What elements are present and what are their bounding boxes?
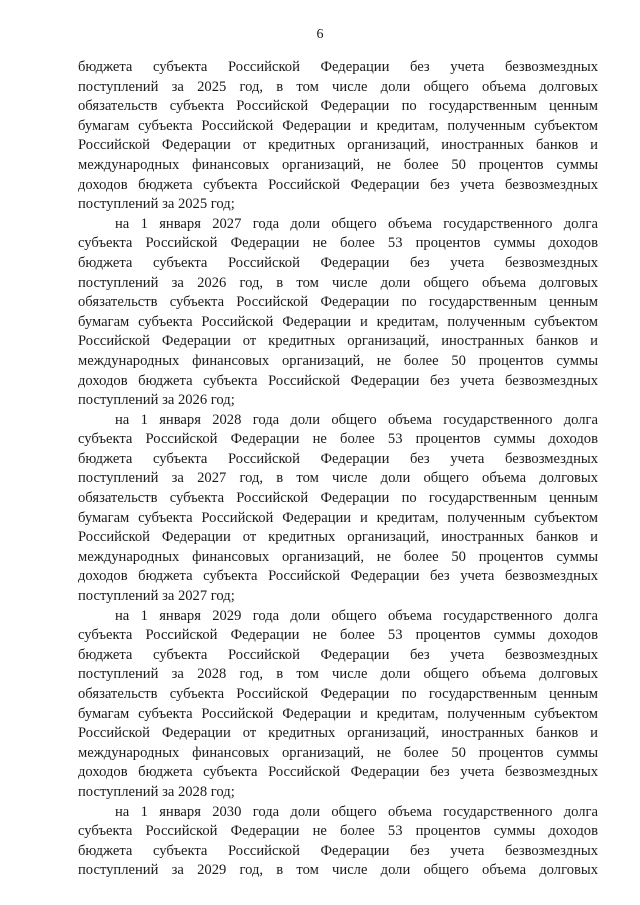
text-line: субъекта Российской Федерации не более 53 процентов суммы доходов bbox=[78, 431, 598, 448]
text-line: бюджета субъекта Российской Федерации без учета безвозмездных bbox=[78, 59, 598, 75]
text-line: Российской Федерации от кредитных организаций, иностранных банков и bbox=[78, 333, 598, 350]
text-line: обязательств субъекта Российской Федерации по государственным ценным bbox=[78, 98, 598, 115]
text-line: поступлений за 2028 год, в том числе доли общего объема долговых bbox=[78, 666, 598, 683]
text-line: бюджета субъекта Российской Федерации без учета безвозмездных bbox=[78, 450, 598, 467]
text-line: международных финансовых организаций, не более 50 процентов суммы bbox=[78, 548, 598, 565]
text-line: субъекта Российской Федерации не более 53 процентов суммы доходов bbox=[78, 235, 598, 252]
text-line: бумагам субъекта Российской Федерации и кредитам, полученным субъектом bbox=[78, 313, 598, 330]
text-line: бумагам субъекта Российской Федерации и кредитам, полученным субъектом bbox=[78, 117, 598, 134]
text-line: Российской Федерации от кредитных организаций, иностранных банков и bbox=[78, 725, 598, 742]
text-line: обязательств субъекта Российской Федерации по государственным ценным bbox=[78, 294, 598, 311]
text-line: бюджета субъекта Российской Федерации без учета безвозмездных bbox=[78, 646, 598, 663]
text-line: субъекта Российской Федерации не более 53 процентов суммы доходов bbox=[78, 823, 598, 840]
paragraph-first-line: на 1 января 2027 года доли общего объема государственного долга bbox=[115, 215, 598, 232]
page-number: 6 bbox=[316, 27, 324, 42]
paragraph-first-line: на 1 января 2028 года доли общего объема государственного долга bbox=[115, 411, 598, 428]
text-line: обязательств субъекта Российской Федерации по государственным ценным bbox=[78, 490, 598, 507]
text-line: бумагам субъекта Российской Федерации и кредитам, полученным субъектом bbox=[78, 509, 598, 526]
text-line: поступлений за 2029 год, в том числе доли общего объема долговых bbox=[78, 862, 598, 879]
text-line: Российской Федерации от кредитных организаций, иностранных банков и bbox=[78, 137, 598, 154]
text-line: Российской Федерации от кредитных организаций, иностранных банков и bbox=[78, 529, 598, 546]
document-body bbox=[78, 58, 598, 881]
text-line: доходов бюджета субъекта Российской Федерации без учета безвозмездных bbox=[78, 764, 598, 781]
paragraph-first-line: на 1 января 2030 года доли общего объема государственного долга bbox=[115, 803, 598, 820]
text-line: обязательств субъекта Российской Федерации по государственным ценным bbox=[78, 686, 598, 702]
text-line: поступлений за 2027 год, в том числе доли общего объема долговых bbox=[78, 470, 598, 487]
text-line: международных финансовых организаций, не более 50 процентов суммы bbox=[78, 156, 598, 173]
text-line: доходов бюджета субъекта Российской Федерации без учета безвозмездных bbox=[78, 176, 598, 193]
text-line: международных финансовых организаций, не более 50 процентов суммы bbox=[78, 744, 598, 761]
text-line: международных финансовых организаций, не более 50 процентов суммы bbox=[78, 352, 598, 369]
text-line: поступлений за 2025 год, в том числе доли общего объема долговых bbox=[78, 78, 598, 95]
text-line: поступлений за 2026 год, в том числе доли общего объема долговых bbox=[78, 274, 598, 291]
paragraph-first-line: на 1 января 2029 года доли общего объема государственного долга bbox=[115, 607, 598, 624]
text-line: бюджета субъекта Российской Федерации без учета безвозмездных bbox=[78, 254, 598, 271]
text-line: поступлений за 2027 год; bbox=[78, 588, 235, 605]
text-line: бумагам субъекта Российской Федерации и кредитам, полученным субъектом bbox=[78, 705, 598, 722]
text-line: доходов бюджета субъекта Российской Федерации без учета безвозмездных bbox=[78, 568, 598, 585]
text-line: поступлений за 2026 год; bbox=[78, 392, 235, 409]
text-line: поступлений за 2028 год; bbox=[78, 783, 235, 800]
text-line: доходов бюджета субъекта Российской Федерации без учета безвозмездных bbox=[78, 372, 598, 389]
text-line: субъекта Российской Федерации не более 53 процентов суммы доходов bbox=[78, 627, 598, 644]
text-line: поступлений за 2025 год; bbox=[78, 196, 235, 213]
text-line: бюджета субъекта Российской Федерации без учета безвозмездных bbox=[78, 842, 598, 859]
